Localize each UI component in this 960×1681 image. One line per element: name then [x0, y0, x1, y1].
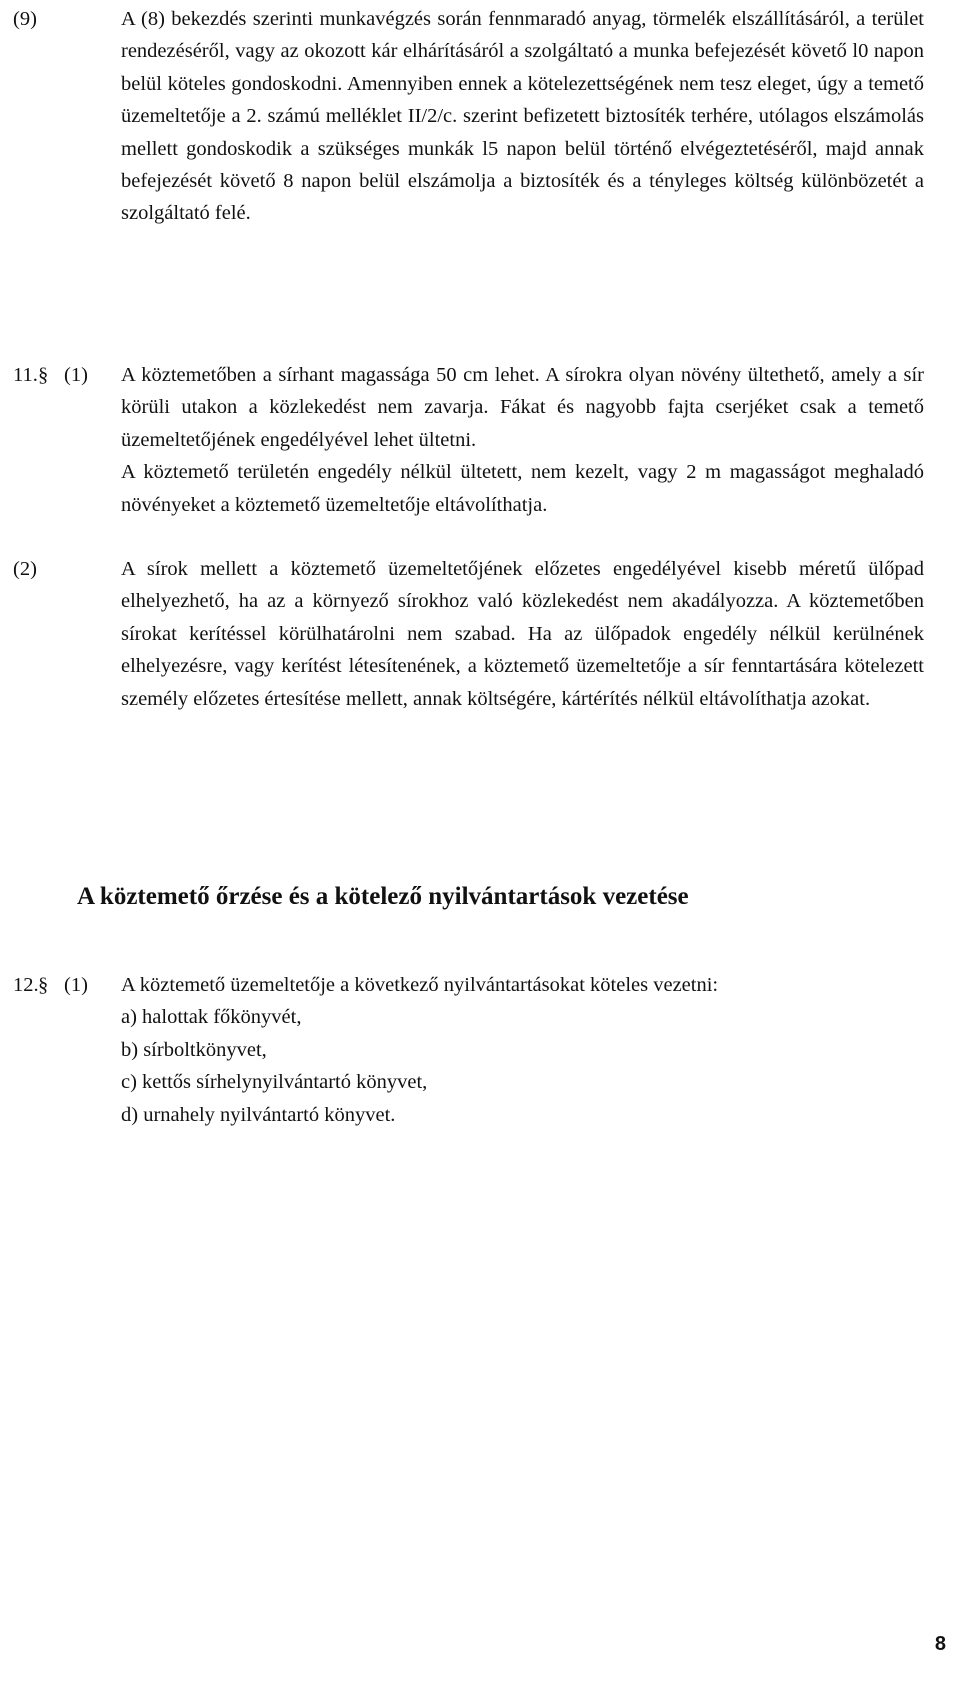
section-12 — [0, 969, 960, 1131]
section-number: 11. — [13, 364, 38, 386]
paragraph-text: A köztemetőben a sírhant magassága 50 cm lehet. A sírokra olyan növény ültethető, amely a sír körüli utakon a közlekedést nem zavarja. Fákat és nagyobb fajta cserjéket csak a temető üzemeltetőjének engedélyével lehet ültetni. — [121, 364, 924, 451]
paragraph-label: (9) — [13, 8, 37, 30]
paragraph-label: (2) — [13, 558, 37, 581]
section-heading: A köztemető őrzése és a kötelező nyilvántartások vezetése — [77, 883, 689, 910]
list-item: a) halottak főkönyvét, — [121, 1006, 302, 1029]
list-item: b) sírboltkönyvet, — [121, 1038, 267, 1061]
paragraph-text: A sírok mellett a köztemető üzemeltetőjének előzetes engedélyével kisebb méretű ülőpad elhelyezhető, ha az a környező sírokhoz való közlekedést nem akadályozza. A köztemetőben sírokat kerítéssel körülhatárolni nem szabad. Ha az ülőpadok engedély nélkül kerülnének elhelyezésre, vagy kerítést létesítenének, a köztemető üzemeltetője a sír fenntartására kötelezett személy előzetes értesítése mellett, annak költségére, kártérítés nélkül eltávolíthatja azokat. — [121, 558, 924, 710]
paragraph-text: A (8) bekezdés szerinti munkavégzés során fennmaradó anyag, törmelék elszállításáról, a terület rendezéséről, vagy az okozott kár elhárításáról a szolgáltató a munka befejezését követő l0 napon belül köteles gondoskodni. Amennyiben ennek a kötelezettségének nem tesz eleget, úgy a temető üzemeltetője a 2. számú melléklet II/2/c. szerint befizetett biztosíték terhére, utólagos elszámolás mellett gondoskodik a szükséges munkák l5 napon belül történő elvégeztetéséről, majd annak befejezését követő 8 napon belül elszámolja a biztosíték és a tényleges költség különbözetét a szolgáltató felé. — [121, 8, 924, 225]
paragraph-label: (1) — [64, 974, 88, 996]
paragraph-label: (1) — [64, 364, 88, 386]
records-list — [121, 1001, 924, 1131]
list-item: d) urnahely nyilvántartó könyvet. — [121, 1103, 396, 1126]
page-number: 8 — [934, 1633, 946, 1655]
section-sign: § — [38, 974, 49, 996]
paragraph-text: A köztemető területén engedély nélkül ültetett, nem kezelt, vagy 2 m magasságot meghaladó növényeket a köztemető üzemeltetője eltávolíthatja. — [121, 461, 924, 516]
section-11 — [0, 359, 960, 715]
section-sign: § — [38, 364, 49, 386]
list-item: c) kettős sírhelynyilvántartó könyvet, — [121, 1071, 428, 1094]
section-number: 12. — [13, 974, 39, 996]
paragraph-text: A köztemető üzemeltetője a következő nyilvántartásokat köteles vezetni: — [121, 974, 719, 996]
paragraph-9 — [0, 3, 960, 230]
